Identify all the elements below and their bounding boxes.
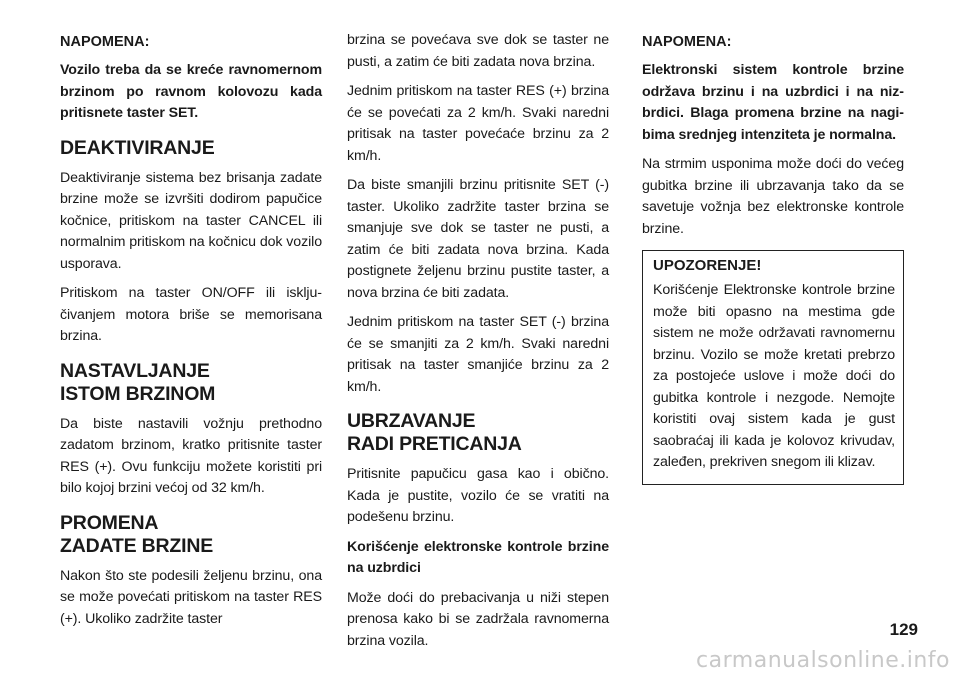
middle-paragraph-3: Da biste smanjili brzinu pritisnite SET (-) taster. Ukoliko zadržite taster brzina se smanjuje sve dok se taster ne pusti, a zatim će biti zadata nova brzina. Kada postignete željenu brzinu pustite taster, a nova brzina će biti zadata. [347, 177, 609, 301]
column-left [60, 30, 322, 638]
note-label-2: NAPOMENA: [642, 34, 732, 50]
column-right [642, 30, 904, 485]
steep-paragraph: Na strmim usponima može doći do većeg gubitka brzine ili ubrzavanja tako da se savetuje vožnja bez elektronske kontrole brzine. [642, 156, 904, 237]
deactivate-paragraph-2: Pritiskom na taster ON/OFF ili isključivanjem motora briše se memorisana brzina. [60, 285, 322, 344]
heading-resume-line-1: NASTAVLJANJE [60, 359, 210, 382]
page-number: 129 [889, 620, 918, 639]
middle-paragraph-1: brzina se povećava sve dok se taster ne pusti, a zatim će biti zadata nova brzina. [347, 32, 609, 70]
heading-accelerate-line-2: RADI PRETICANJA [347, 433, 522, 455]
note-label: NAPOMENA: [60, 34, 150, 50]
warning-title: UPOZORENJE! [653, 257, 762, 274]
accelerate-paragraph: Pritisnite papučicu gasa kao i obično. Kada je pustite, vozilo će se vratiti na podešenu brzinu. [347, 466, 609, 525]
uphill-paragraph: Može doći do prebacivanja u niži stepen prenosa kako bi se zadržala ravnomerna brzina vozila. [347, 589, 609, 649]
note-text-2: Elektronski sistem kontrole brzine održava brzinu i na uzbrdici i na nizbrdici. Blaga promena brzine na nagibima srednjeg intenziteta je normalna. [642, 62, 904, 143]
change-paragraph: Nakon što ste podesili željenu brzinu, ona se može povećati pritiskom na taster RES (+). Ukoliko zadržite taster [60, 567, 322, 627]
note-text: Vozilo treba da se kreće ravnomernom brzinom po ravnom kolovozu kada pritisnete taster SET. [60, 62, 322, 121]
resume-paragraph: Da biste nastavili vožnju prethodno zadatom brzinom, kratko pritisnite taster RES (+). Ovu funkciju možete koristiti pri bilo kojoj brzini većoj od 32 km/h. [60, 415, 322, 496]
uphill-subheading: Korišćenje elektronske kontrole brzine na uzbrdici [347, 538, 609, 576]
heading-change-line-1: PROMENA [60, 511, 159, 534]
heading-resume-line-2: ISTOM BRZINOM [60, 382, 216, 405]
warning-text: Korišćenje Elektronske kontrole brzine može biti opasno na mestima gde sistem ne može održavati ravnomernu brzinu. Vozilo se može kretati prebrzo za postojeće uslove i može doći do gubitka kontrole i nezgode. Nemojte koristiti ovaj sistem kada je gust saobraćaj ili kada je kolovoz krivudav, zaleđen, prekriven snegom ili klizav. [653, 282, 895, 470]
watermark: carmanualsonline.info [696, 648, 950, 673]
heading-change-speed [60, 512, 322, 558]
heading-deactivate: DEAKTIVIRANJE [60, 136, 215, 159]
warning-box [642, 250, 904, 485]
heading-accelerate-line-1: UBRZAVANJE [347, 410, 476, 432]
deactivate-paragraph-1: Deaktiviranje sistema bez brisanja zadate brzine može se izvršiti dodirom papučice kočnice, pritiskom na taster CANCEL ili normalnim pritiskom na kočnicu dok vozilo usporava. [60, 169, 322, 272]
middle-paragraph-2: Jednim pritiskom na taster RES (+) brzina će se povećati za 2 km/h. Svaki naredni pritisak na taster povećaće brzinu za 2 km/h. [347, 83, 609, 164]
middle-paragraph-4: Jednim pritiskom na taster SET (-) brzina će se smanjiti za 2 km/h. Svaki naredni pritisak na taster smanjiće brzinu za 2 km/h. [347, 314, 609, 395]
heading-change-line-2: ZADATE BRZINE [60, 534, 214, 557]
heading-accelerate [347, 410, 609, 456]
heading-resume [60, 360, 322, 406]
column-middle [347, 30, 609, 660]
